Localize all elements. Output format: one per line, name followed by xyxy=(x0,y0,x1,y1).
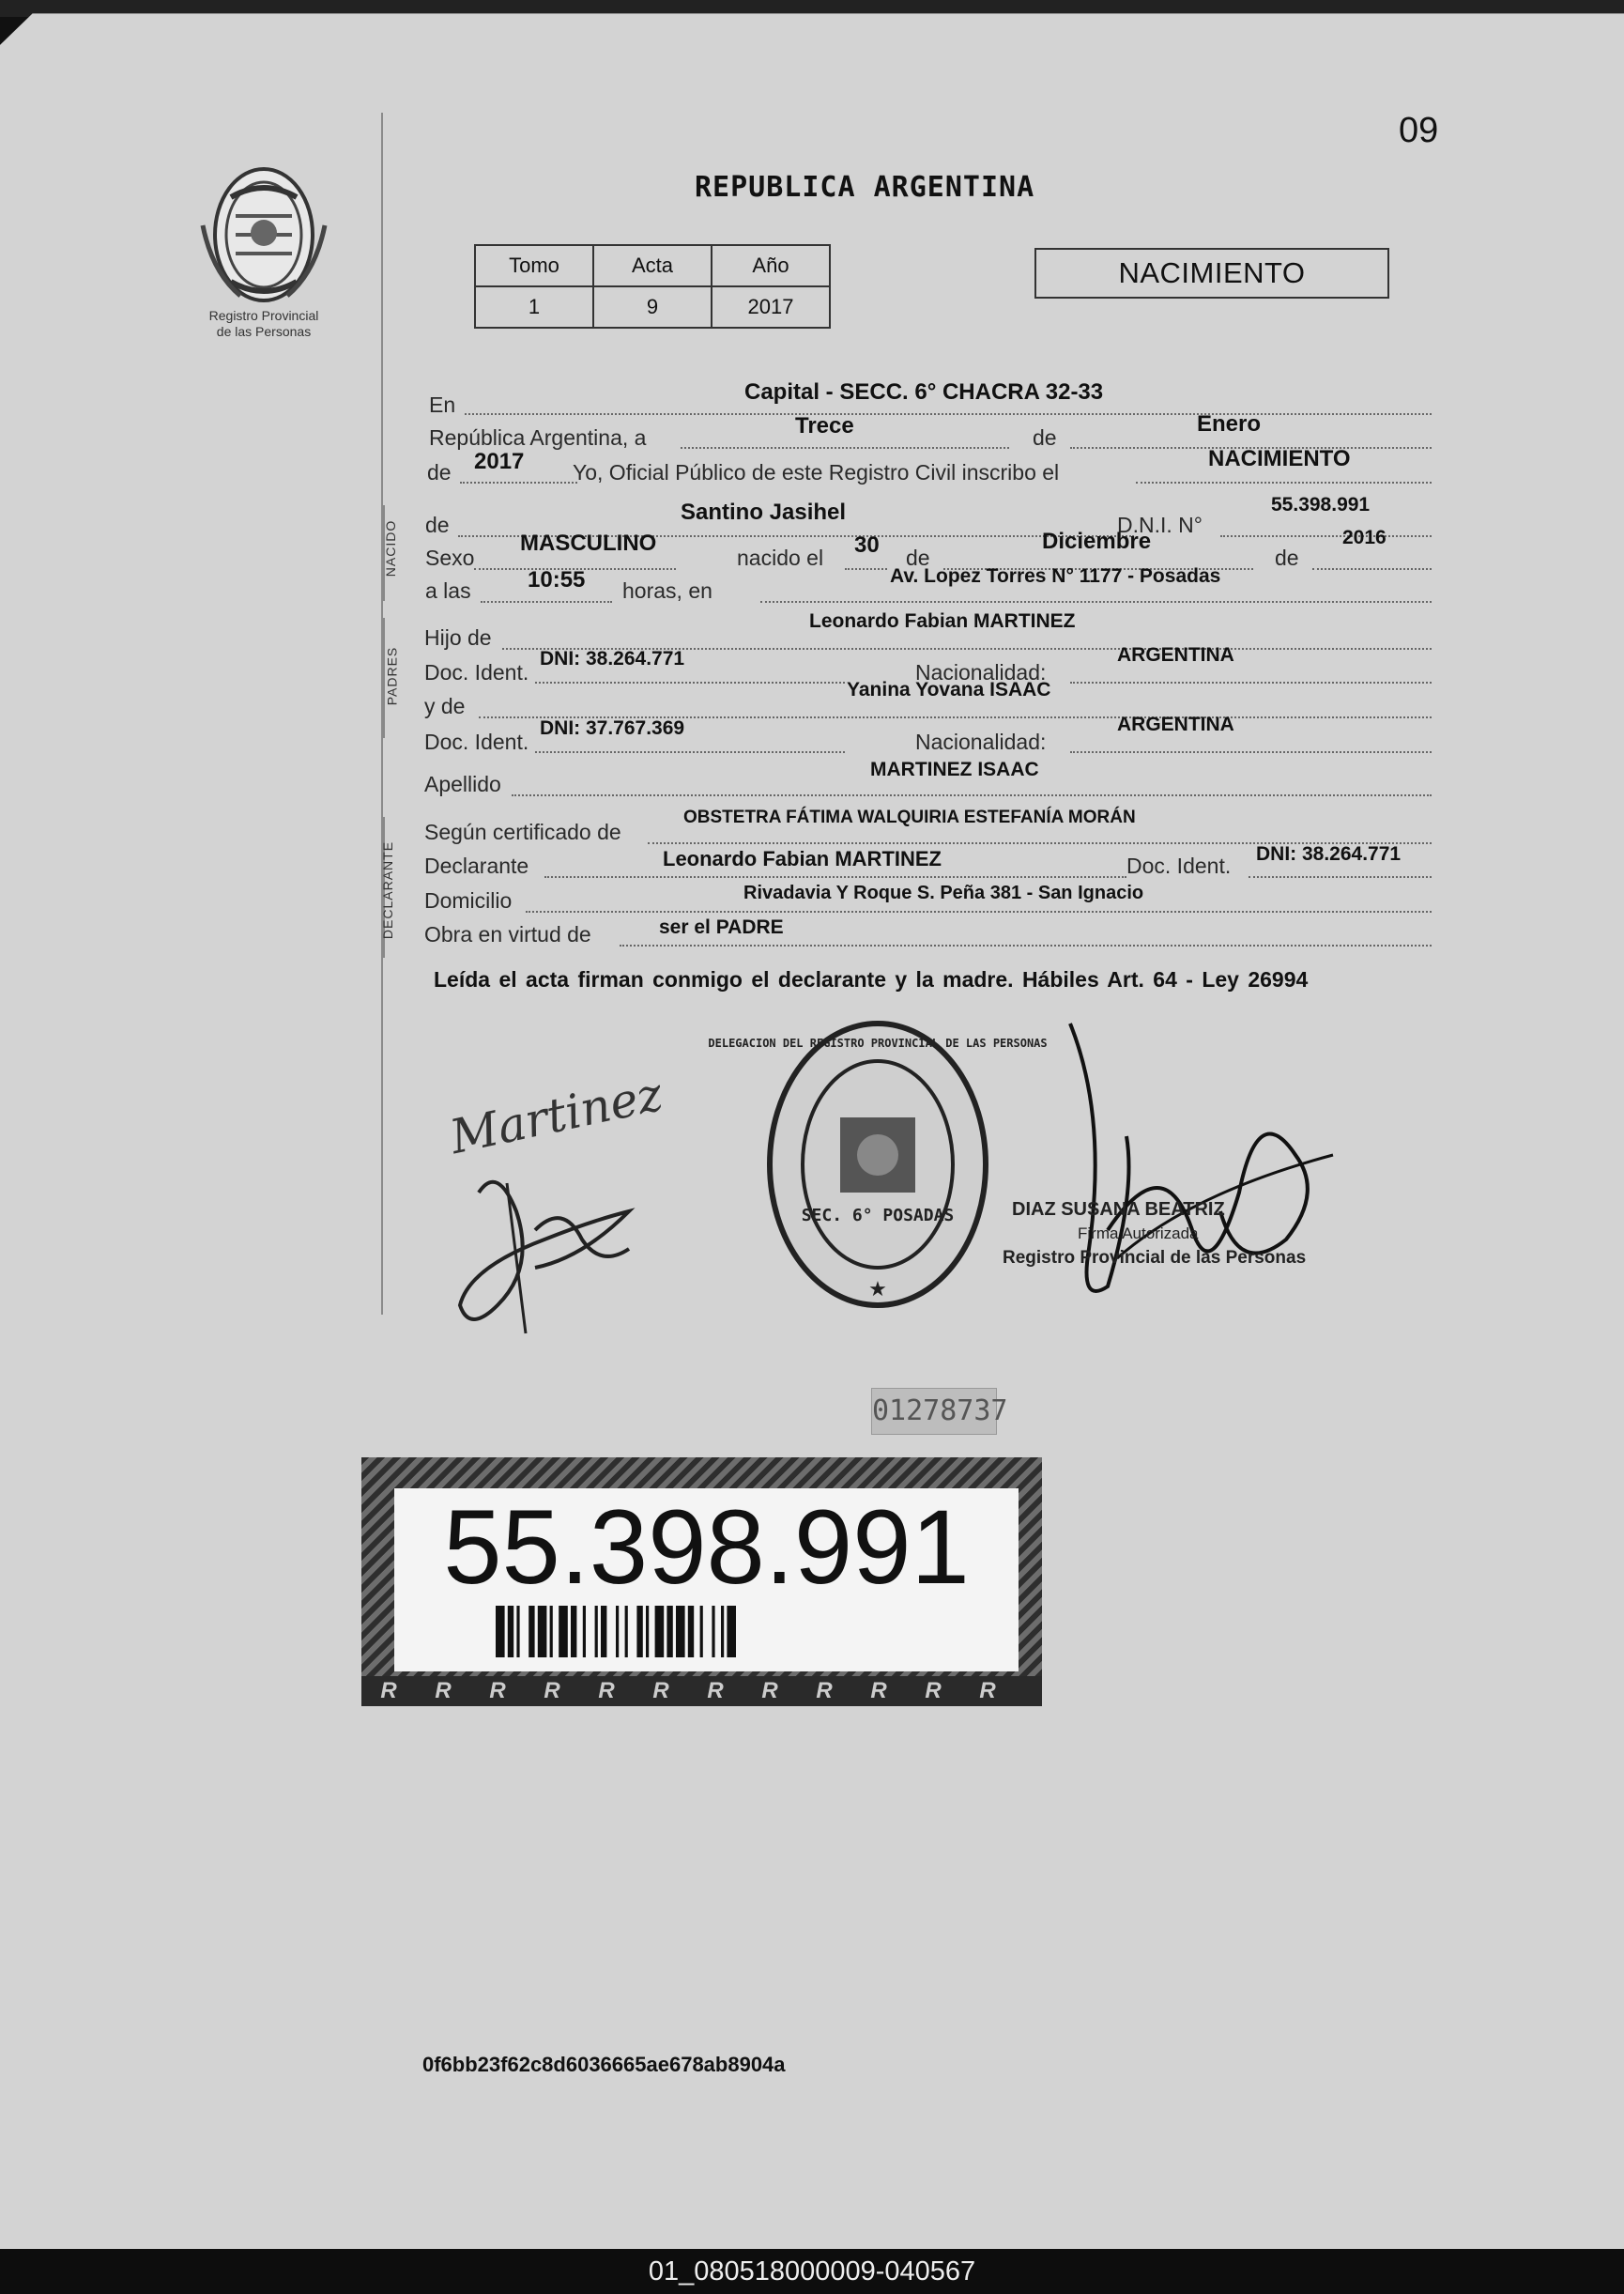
stamp-outer-text: DELEGACION DEL REGISTRO PROVINCIAL DE LAS PERSONAS xyxy=(708,1037,1048,1050)
crest-label xyxy=(184,308,344,340)
barcode-bar xyxy=(538,1606,547,1657)
label-year-de: de xyxy=(427,460,452,485)
row-en xyxy=(422,379,1446,419)
value-acta: 9 xyxy=(593,286,712,328)
barcode-bar xyxy=(655,1606,665,1657)
label-a-las: a las xyxy=(425,578,471,603)
barcode-bar xyxy=(583,1606,586,1657)
label-republica: República Argentina, a xyxy=(429,425,647,450)
section-label-nacido: NACIDO xyxy=(383,519,399,577)
dotted-line xyxy=(526,911,1432,913)
label-officer: Yo, Oficial Público de este Registro Civil inscribo el xyxy=(573,460,1060,485)
registry-table xyxy=(474,244,831,329)
document-title: REPUBLICA ARGENTINA xyxy=(695,171,1035,204)
stamp-inner-text: SEC. 6° POSADAS xyxy=(801,1206,955,1225)
dotted-line xyxy=(1249,876,1432,878)
header-ano: Año xyxy=(712,245,830,286)
dotted-line xyxy=(1070,751,1432,753)
sticker-pattern-row xyxy=(361,1676,1042,1706)
barcode-bar xyxy=(529,1606,534,1657)
sticker-pattern-letter: R xyxy=(435,1678,452,1703)
label-horas: horas, en xyxy=(622,578,712,603)
label-certificado: Según certificado de xyxy=(424,820,621,844)
value-mother-doc: DNI: 37.767.369 xyxy=(540,717,685,739)
crest-label-line2: de las Personas xyxy=(216,324,312,339)
label-mother-doc: Doc. Ident. xyxy=(424,730,529,754)
sticker-pattern-letter: R xyxy=(979,1678,996,1703)
official-org: Registro Provincial de las Personas xyxy=(1003,1248,1307,1268)
barcode-bar xyxy=(508,1606,513,1657)
sticker-pattern-letter: R xyxy=(544,1678,560,1703)
barcode-bar xyxy=(616,1606,619,1657)
value-father-doc: DNI: 38.264.771 xyxy=(540,648,685,670)
barcode-bar xyxy=(666,1606,672,1657)
label-declarante-doc: Doc. Ident. xyxy=(1126,854,1232,878)
page-number: 09 xyxy=(1399,111,1439,150)
dotted-line xyxy=(535,682,845,684)
label-sexo: Sexo xyxy=(425,546,475,570)
value-month: Enero xyxy=(1197,411,1262,437)
section-label-padres: PADRES xyxy=(384,646,400,706)
dotted-line xyxy=(481,601,612,603)
sticker-pattern-letter: R xyxy=(707,1678,724,1703)
value-tomo: 1 xyxy=(475,286,593,328)
value-declarante-doc: DNI: 38.264.771 xyxy=(1256,843,1402,865)
label-hijo-de: Hijo de xyxy=(424,625,492,650)
value-apellido: MARTINEZ ISAAC xyxy=(870,759,1039,780)
provincial-crest-logo xyxy=(193,160,334,310)
barcode-bar xyxy=(625,1606,628,1657)
barcode-bar xyxy=(700,1606,703,1657)
value-mother-name: Yanina Yovana ISAAC xyxy=(847,679,1051,701)
label-domicilio: Domicilio xyxy=(424,888,513,913)
header-tomo: Tomo xyxy=(475,245,593,286)
value-birth-address: Av. Lopez Torres N° 1177 - Posadas xyxy=(890,565,1221,587)
row-obra xyxy=(422,918,1446,952)
value-declarante: Leonardo Fabian MARTINEZ xyxy=(663,847,942,870)
value-child-dni: 55.398.991 xyxy=(1271,494,1371,516)
label-obra: Obra en virtud de xyxy=(424,922,591,947)
barcode-bar xyxy=(727,1606,736,1657)
label-nacido-de: de xyxy=(425,513,450,537)
value-mother-nat: ARGENTINA xyxy=(1117,714,1234,735)
barcode-bar xyxy=(496,1606,505,1657)
value-act-word: NACIMIENTO xyxy=(1208,446,1351,471)
value-birth-month: Diciembre xyxy=(1042,529,1152,554)
row-mother-doc xyxy=(422,714,1446,759)
value-father-name: Leonardo Fabian MARTINEZ xyxy=(809,610,1076,632)
sticker-pattern-letter: R xyxy=(380,1678,397,1703)
dotted-line xyxy=(1070,682,1432,684)
label-father-nat: Nacionalidad: xyxy=(915,660,1047,685)
footer-id: 01_080518000009-040567 xyxy=(0,2249,1624,2294)
dotted-line xyxy=(1312,568,1432,570)
dotted-line xyxy=(845,568,887,570)
value-place: Capital - SECC. 6° CHACRA 32-33 xyxy=(744,379,1104,405)
document-hash: 0f6bb23f62c8d6036665ae678ab8904a xyxy=(422,2053,786,2076)
barcode-bar xyxy=(516,1606,519,1657)
official-role: Firma Autorizada xyxy=(1078,1224,1199,1242)
dni-sticker-number: 55.398.991 xyxy=(443,1488,970,1606)
row-apellido xyxy=(422,759,1446,802)
row-domicilio xyxy=(422,885,1446,918)
act-type-box: NACIMIENTO xyxy=(1034,248,1389,299)
value-ano: 2017 xyxy=(712,286,830,328)
value-birth-year: 2016 xyxy=(1342,527,1387,548)
official-name: DIAZ SUSANA BEATRIZ xyxy=(1012,1199,1225,1220)
sticker-pattern-letter: R xyxy=(816,1678,833,1703)
sticker-pattern-letter: R xyxy=(652,1678,669,1703)
closing-text: Leída el acta firman conmigo el declarante y la madre. Hábiles Art. 64 - Ley 26994 xyxy=(434,967,1309,992)
label-father-doc: Doc. Ident. xyxy=(424,660,529,685)
row-time xyxy=(422,565,1446,608)
label-mother-nat: Nacionalidad: xyxy=(915,730,1047,754)
barcode-bar xyxy=(688,1606,694,1657)
barcode-bar xyxy=(676,1606,685,1657)
sticker-pattern-letter: R xyxy=(870,1678,887,1703)
label-de2: de xyxy=(906,546,930,570)
barcode-bar xyxy=(721,1606,724,1657)
barcode-bar xyxy=(601,1606,606,1657)
dotted-line xyxy=(760,601,1432,603)
svg-text:Martinez: Martinez xyxy=(445,1066,667,1165)
official-signature xyxy=(1051,1005,1342,1333)
barcode-bar xyxy=(550,1606,553,1657)
dotted-line xyxy=(544,876,1126,878)
row-declarante xyxy=(422,843,1446,885)
barcode-bar xyxy=(571,1606,576,1657)
official-signature-block xyxy=(1003,1197,1306,1270)
dotted-line xyxy=(535,751,845,753)
stamp-star-icon: ★ xyxy=(868,1277,887,1301)
dotted-line xyxy=(1220,535,1432,537)
label-apellido: Apellido xyxy=(424,772,501,796)
barcode-bar xyxy=(712,1606,714,1657)
value-day: Trece xyxy=(795,413,854,439)
barcode-bar xyxy=(559,1606,568,1657)
section-label-declarante: DECLARANTE xyxy=(380,840,396,940)
label-y-de: y de xyxy=(424,694,466,718)
barcode-bar xyxy=(595,1606,598,1657)
sticker-pattern-letter: R xyxy=(925,1678,942,1703)
dotted-line xyxy=(465,413,1432,415)
official-seal-stamp xyxy=(708,1014,1048,1315)
dotted-line xyxy=(681,447,1009,449)
dotted-line xyxy=(620,945,1432,947)
value-child-name: Santino Jasihel xyxy=(681,500,847,525)
barcode xyxy=(496,1606,927,1657)
barcode-bar xyxy=(646,1606,649,1657)
value-year: 2017 xyxy=(474,449,525,474)
dotted-line xyxy=(460,482,577,484)
label-nacido-el: nacido el xyxy=(737,546,824,570)
sticker-pattern-letter: R xyxy=(761,1678,778,1703)
label-en: En xyxy=(429,393,456,417)
header-acta: Acta xyxy=(593,245,712,286)
row-year xyxy=(422,446,1446,488)
value-certificado: OBSTETRA FÁTIMA WALQUIRIA ESTEFANÍA MORÁN xyxy=(683,808,1136,827)
label-dni: D.N.I. N° xyxy=(1117,513,1203,537)
value-birth-day: 30 xyxy=(854,532,880,558)
label-de: de xyxy=(1033,425,1057,450)
label-de3: de xyxy=(1275,546,1299,570)
sticker-pattern-letter: R xyxy=(489,1678,506,1703)
value-domicilio: Rivadavia Y Roque S. Peña 381 - San Ignacio xyxy=(743,883,1144,903)
declarant-signature xyxy=(441,1066,695,1343)
serial-number: 01278737 xyxy=(871,1388,997,1435)
value-obra: ser el PADRE xyxy=(659,916,784,938)
label-declarante: Declarante xyxy=(424,854,529,878)
dotted-line xyxy=(512,794,1432,796)
value-sexo: MASCULINO xyxy=(520,531,657,556)
barcode-bar xyxy=(636,1606,642,1657)
dotted-line xyxy=(1136,482,1432,484)
value-time: 10:55 xyxy=(528,567,586,593)
crest-label-line1: Registro Provincial xyxy=(208,308,319,323)
sticker-pattern-letter: R xyxy=(598,1678,615,1703)
value-father-nat: ARGENTINA xyxy=(1117,644,1234,666)
